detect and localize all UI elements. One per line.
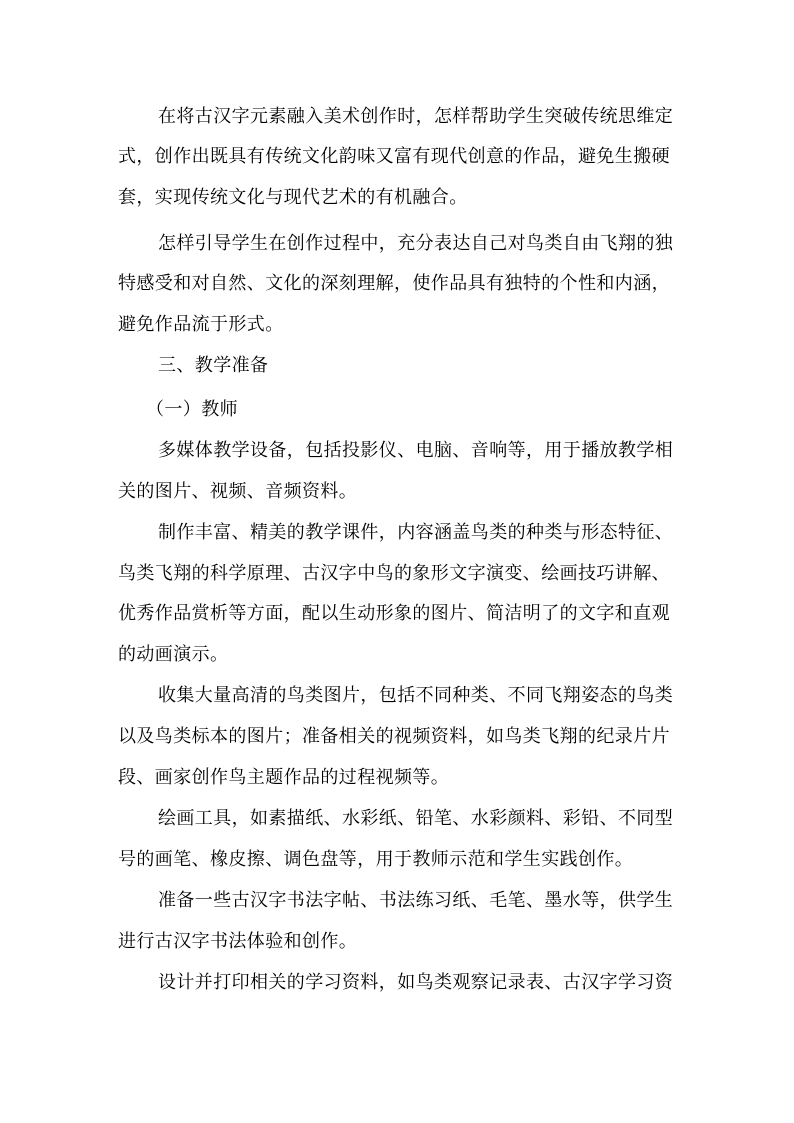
paragraph-line: 特感受和对自然、文化的深刻理解，使作品具有独特的个性和内涵， [118,273,670,294]
paragraph-line: 式，创作出既具有传统文化韵味又富有现代创意的作品，避免生搬硬 [118,146,670,167]
paragraph-line: 关的图片、视频、音频资料。 [118,481,358,502]
paragraph-line: 制作丰富、精美的教学课件，内容涵盖鸟类的种类与形态特征、 [158,522,674,543]
section-heading: 三、教学准备 [158,355,269,376]
paragraph-line: 准备一些古汉字书法字帖、书法练习纸、毛笔、墨水等，供学生 [158,890,674,911]
paragraph-line: 以及鸟类标本的图片；准备相关的视频资料，如鸟类飞翔的纪录片片 [118,726,670,747]
paragraph-line: 套，实现传统文化与现代艺术的有机融合。 [118,187,468,208]
paragraph-line: 在将古汉字元素融入美术创作时，怎样帮助学生突破传统思维定 [158,106,674,127]
paragraph-line: 收集大量高清的鸟类图片，包括不同种类、不同飞翔姿态的鸟类 [158,685,674,706]
paragraph-line: 号的画笔、橡皮擦、调色盘等，用于教师示范和学生实践创作。 [118,849,634,870]
paragraph-line: 绘画工具，如素描纸、水彩纸、铅笔、水彩颜料、彩铅、不同型 [158,808,674,829]
paragraph-line: 多媒体教学设备，包括投影仪、电脑、音响等，用于播放教学相 [158,440,674,461]
paragraph-line: 的动画演示。 [118,644,229,665]
paragraph-line: 设计并打印相关的学习资料，如鸟类观察记录表、古汉字学习资 [158,972,674,993]
paragraph-line: 进行古汉字书法体验和创作。 [118,931,358,952]
subsection-heading: （一）教师 [146,399,238,420]
paragraph-line: 段、画家创作鸟主题作品的过程视频等。 [118,767,450,788]
paragraph-line: 避免作品流于形式。 [118,314,284,335]
paragraph-line: 优秀作品赏析等方面，配以生动形象的图片、简洁明了的文字和直观 [118,603,670,624]
paragraph-line: 怎样引导学生在创作过程中，充分表达自己对鸟类自由飞翔的独 [158,233,674,254]
paragraph-line: 鸟类飞翔的科学原理、古汉字中鸟的象形文字演变、绘画技巧讲解、 [118,563,670,584]
